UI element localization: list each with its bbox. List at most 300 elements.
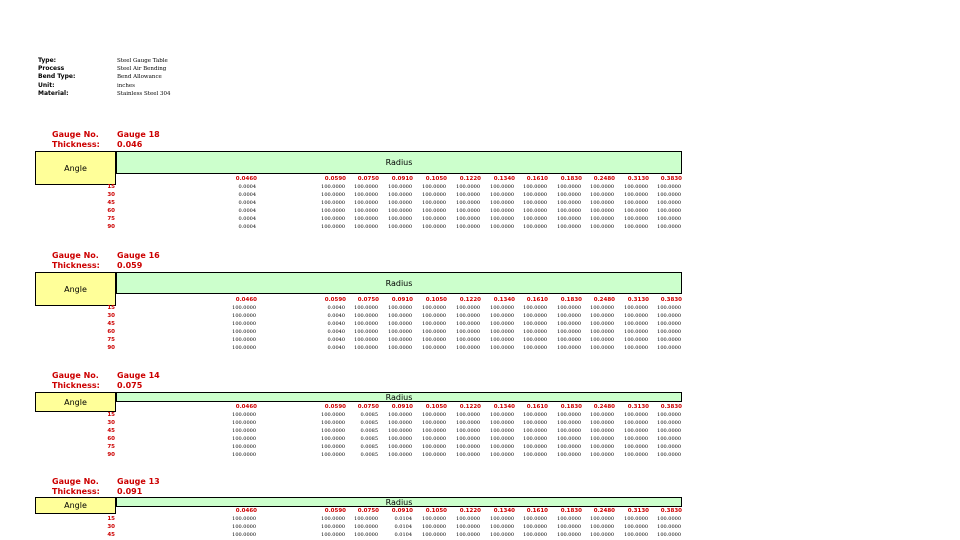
meta-value: Stainless Steel 304 — [117, 90, 171, 97]
table-cell: 100.0000 — [388, 184, 412, 190]
table-cell: 100.0000 — [624, 428, 648, 434]
radius-value: 0.0910 — [391, 176, 413, 182]
gauge-value: Gauge 18 — [117, 130, 160, 139]
table-cell: 100.0000 — [354, 313, 378, 319]
table-cell: 100.0000 — [456, 305, 480, 311]
thickness-label: Thickness: — [52, 487, 100, 496]
table-cell: 100.0000 — [557, 345, 581, 351]
angle-value: 75 — [107, 444, 115, 450]
radius-value: 0.1830 — [560, 297, 582, 303]
table-cell: 100.0000 — [557, 337, 581, 343]
table-cell: 100.0000 — [456, 420, 480, 426]
table-cell: 100.0000 — [422, 337, 446, 343]
radius-value: 0.0750 — [357, 404, 379, 410]
table-cell: 100.0000 — [624, 532, 648, 538]
angle-value: 45 — [107, 428, 115, 434]
table-cell: 100.0000 — [523, 524, 547, 530]
table-cell: 100.0000 — [388, 305, 412, 311]
angle-value: 60 — [107, 329, 115, 335]
meta-key: Process — [38, 65, 65, 73]
table-row — [0, 199, 960, 207]
table-cell: 100.0000 — [490, 516, 514, 522]
angle-value: 90 — [107, 452, 115, 458]
table-cell: 100.0000 — [657, 345, 681, 351]
table-cell: 100.0000 — [557, 184, 581, 190]
radius-header: Radius — [116, 272, 682, 294]
table-cell: 0.0040 — [327, 313, 345, 319]
table-cell: 0.0004 — [238, 184, 256, 190]
table-cell: 0.0040 — [327, 305, 345, 311]
table-cell: 0.0004 — [238, 192, 256, 198]
table-cell: 100.0000 — [354, 524, 378, 530]
table-row — [0, 304, 960, 312]
table-cell: 100.0000 — [321, 436, 345, 442]
table-cell: 100.0000 — [321, 412, 345, 418]
table-cell: 0.0040 — [327, 345, 345, 351]
table-cell: 100.0000 — [657, 313, 681, 319]
table-cell: 100.0000 — [388, 216, 412, 222]
table-cell: 100.0000 — [590, 224, 614, 230]
table-cell: 100.0000 — [557, 452, 581, 458]
radius-value: 0.1610 — [526, 404, 548, 410]
table-cell: 100.0000 — [388, 192, 412, 198]
table-cell: 100.0000 — [321, 516, 345, 522]
table-cell: 100.0000 — [232, 524, 256, 530]
table-cell: 100.0000 — [456, 337, 480, 343]
table-cell: 100.0000 — [490, 224, 514, 230]
table-cell: 100.0000 — [590, 444, 614, 450]
table-cell: 100.0000 — [590, 428, 614, 434]
table-cell: 100.0000 — [354, 532, 378, 538]
table-cell: 100.0000 — [354, 337, 378, 343]
angle-value: 90 — [107, 345, 115, 351]
table-cell: 100.0000 — [624, 313, 648, 319]
table-cell: 100.0000 — [456, 436, 480, 442]
angle-value: 75 — [107, 337, 115, 343]
table-cell: 0.0004 — [238, 216, 256, 222]
radius-value: 0.3830 — [660, 297, 682, 303]
angle-value: 90 — [107, 224, 115, 230]
table-cell: 100.0000 — [523, 345, 547, 351]
table-cell: 100.0000 — [523, 428, 547, 434]
table-cell: 100.0000 — [590, 516, 614, 522]
table-cell: 100.0000 — [557, 532, 581, 538]
table-cell: 100.0000 — [456, 524, 480, 530]
table-cell: 100.0000 — [624, 452, 648, 458]
table-cell: 100.0000 — [523, 305, 547, 311]
radius-value: 0.0910 — [391, 404, 413, 410]
angle-value: 15 — [107, 184, 115, 190]
table-cell: 100.0000 — [422, 208, 446, 214]
table-cell: 100.0000 — [388, 345, 412, 351]
table-cell: 100.0000 — [232, 337, 256, 343]
table-cell: 100.0000 — [624, 305, 648, 311]
table-cell: 100.0000 — [232, 321, 256, 327]
table-row — [0, 312, 960, 320]
radius-value: 0.2480 — [593, 297, 615, 303]
table-cell: 100.0000 — [232, 313, 256, 319]
radius-values-row — [0, 507, 960, 515]
angle-header: Angle — [35, 151, 116, 185]
table-cell: 100.0000 — [422, 412, 446, 418]
radius-value: 0.3130 — [627, 176, 649, 182]
angle-value: 45 — [107, 321, 115, 327]
table-cell: 100.0000 — [388, 208, 412, 214]
thickness-label: Thickness: — [52, 140, 100, 149]
table-row — [0, 531, 960, 539]
table-cell: 100.0000 — [321, 452, 345, 458]
table-cell: 100.0000 — [557, 516, 581, 522]
table-cell: 100.0000 — [232, 428, 256, 434]
radius-value: 0.0460 — [235, 297, 257, 303]
table-cell: 100.0000 — [590, 452, 614, 458]
meta-row-process — [38, 65, 170, 73]
table-cell: 100.0000 — [388, 224, 412, 230]
table-cell: 100.0000 — [590, 436, 614, 442]
table-cell: 100.0000 — [624, 524, 648, 530]
radius-value: 0.0590 — [324, 404, 346, 410]
gauge-value: Gauge 13 — [117, 477, 160, 486]
angle-header: Angle — [35, 392, 116, 412]
radius-value: 0.0460 — [235, 176, 257, 182]
angle-value: 45 — [107, 200, 115, 206]
table-cell: 100.0000 — [422, 224, 446, 230]
table-cell: 100.0000 — [590, 412, 614, 418]
radius-value: 0.1610 — [526, 297, 548, 303]
table-cell: 100.0000 — [354, 345, 378, 351]
table-cell: 100.0000 — [232, 516, 256, 522]
table-cell: 100.0000 — [657, 208, 681, 214]
table-cell: 100.0000 — [456, 444, 480, 450]
document-metadata — [38, 57, 170, 98]
table-cell: 100.0000 — [456, 313, 480, 319]
gauge-value: Gauge 14 — [117, 371, 160, 380]
angle-value: 30 — [107, 420, 115, 426]
table-cell: 100.0000 — [422, 516, 446, 522]
table-cell: 100.0000 — [232, 444, 256, 450]
table-cell: 100.0000 — [557, 192, 581, 198]
table-cell: 100.0000 — [456, 412, 480, 418]
table-row — [0, 435, 960, 443]
table-cell: 100.0000 — [354, 329, 378, 335]
table-cell: 0.0004 — [238, 200, 256, 206]
table-cell: 100.0000 — [388, 412, 412, 418]
table-cell: 100.0000 — [321, 420, 345, 426]
meta-row-material — [38, 90, 170, 98]
radius-value: 0.2480 — [593, 176, 615, 182]
thickness-value: 0.059 — [117, 261, 143, 270]
angle-value: 15 — [107, 305, 115, 311]
table-cell: 100.0000 — [523, 192, 547, 198]
radius-value: 0.3130 — [627, 508, 649, 514]
table-cell: 100.0000 — [354, 208, 378, 214]
table-cell: 100.0000 — [557, 321, 581, 327]
table-cell: 100.0000 — [490, 216, 514, 222]
table-cell: 100.0000 — [624, 224, 648, 230]
table-row — [0, 207, 960, 215]
meta-value: Bend Allowance — [117, 74, 162, 81]
table-cell: 100.0000 — [590, 313, 614, 319]
meta-value: inches — [117, 82, 136, 89]
table-cell: 100.0000 — [456, 329, 480, 335]
table-cell: 100.0000 — [321, 524, 345, 530]
radius-value: 0.1340 — [493, 297, 515, 303]
angle-value: 30 — [107, 192, 115, 198]
table-cell: 100.0000 — [490, 345, 514, 351]
table-cell: 100.0000 — [490, 208, 514, 214]
table-cell: 100.0000 — [590, 420, 614, 426]
table-cell: 100.0000 — [523, 444, 547, 450]
table-cell: 100.0000 — [388, 200, 412, 206]
table-cell: 100.0000 — [422, 532, 446, 538]
table-cell: 100.0000 — [232, 345, 256, 351]
table-cell: 100.0000 — [490, 337, 514, 343]
radius-value: 0.3830 — [660, 508, 682, 514]
table-row — [0, 515, 960, 523]
angle-value: 15 — [107, 412, 115, 418]
radius-header: Radius — [116, 392, 682, 402]
gauge-no-label: Gauge No. — [52, 371, 99, 380]
table-cell: 100.0000 — [657, 412, 681, 418]
table-cell: 100.0000 — [523, 200, 547, 206]
table-cell: 100.0000 — [624, 345, 648, 351]
radius-value: 0.0910 — [391, 297, 413, 303]
table-cell: 100.0000 — [657, 428, 681, 434]
angle-value: 30 — [107, 524, 115, 530]
radius-value: 0.0910 — [391, 508, 413, 514]
table-cell: 100.0000 — [422, 452, 446, 458]
table-cell: 100.0000 — [422, 305, 446, 311]
radius-value: 0.0590 — [324, 297, 346, 303]
table-cell: 100.0000 — [590, 216, 614, 222]
table-cell: 100.0000 — [321, 184, 345, 190]
table-cell: 100.0000 — [456, 192, 480, 198]
table-cell: 100.0000 — [388, 329, 412, 335]
table-cell: 100.0000 — [657, 337, 681, 343]
table-cell: 100.0000 — [456, 200, 480, 206]
radius-value: 0.1050 — [425, 404, 447, 410]
table-cell: 100.0000 — [321, 216, 345, 222]
table-cell: 100.0000 — [557, 524, 581, 530]
table-cell: 100.0000 — [456, 428, 480, 434]
table-cell: 100.0000 — [624, 216, 648, 222]
thickness-value: 0.091 — [117, 487, 143, 496]
meta-row-unit — [38, 82, 170, 90]
table-cell: 100.0000 — [422, 345, 446, 351]
table-cell: 100.0000 — [490, 329, 514, 335]
radius-value: 0.1050 — [425, 508, 447, 514]
table-row — [0, 336, 960, 344]
table-cell: 100.0000 — [490, 412, 514, 418]
table-cell: 100.0000 — [422, 192, 446, 198]
gauge-no-label: Gauge No. — [52, 130, 99, 139]
table-cell: 0.0085 — [360, 412, 378, 418]
radius-value: 0.0750 — [357, 297, 379, 303]
table-cell: 100.0000 — [232, 329, 256, 335]
table-row — [0, 191, 960, 199]
angle-value: 60 — [107, 436, 115, 442]
table-cell: 100.0000 — [590, 329, 614, 335]
table-row — [0, 427, 960, 435]
table-cell: 100.0000 — [523, 516, 547, 522]
table-cell: 100.0000 — [422, 200, 446, 206]
radius-value: 0.0460 — [235, 508, 257, 514]
angle-value: 30 — [107, 313, 115, 319]
table-cell: 100.0000 — [354, 216, 378, 222]
table-cell: 100.0000 — [354, 224, 378, 230]
table-cell: 100.0000 — [657, 516, 681, 522]
table-cell: 100.0000 — [354, 184, 378, 190]
table-cell: 100.0000 — [557, 216, 581, 222]
table-cell: 100.0000 — [590, 524, 614, 530]
table-cell: 0.0085 — [360, 428, 378, 434]
table-row — [0, 443, 960, 451]
table-row — [0, 451, 960, 459]
table-cell: 100.0000 — [422, 436, 446, 442]
table-cell: 100.0000 — [490, 444, 514, 450]
table-cell: 100.0000 — [557, 200, 581, 206]
table-cell: 100.0000 — [490, 452, 514, 458]
table-cell: 100.0000 — [624, 436, 648, 442]
table-cell: 0.0004 — [238, 224, 256, 230]
table-cell: 100.0000 — [388, 313, 412, 319]
table-cell: 100.0000 — [388, 428, 412, 434]
meta-row-type — [38, 57, 170, 65]
table-cell: 100.0000 — [590, 345, 614, 351]
table-cell: 100.0000 — [624, 444, 648, 450]
meta-value: Steel Air Bending — [117, 66, 167, 73]
table-cell: 0.0085 — [360, 452, 378, 458]
radius-value: 0.1340 — [493, 508, 515, 514]
table-cell: 100.0000 — [657, 216, 681, 222]
table-cell: 100.0000 — [557, 208, 581, 214]
radius-value: 0.1340 — [493, 176, 515, 182]
table-cell: 100.0000 — [523, 321, 547, 327]
table-cell: 100.0000 — [456, 452, 480, 458]
table-cell: 100.0000 — [388, 337, 412, 343]
table-cell: 100.0000 — [456, 532, 480, 538]
table-cell: 100.0000 — [490, 420, 514, 426]
table-cell: 100.0000 — [590, 337, 614, 343]
table-cell: 100.0000 — [490, 436, 514, 442]
angle-value: 45 — [107, 532, 115, 538]
table-cell: 100.0000 — [657, 420, 681, 426]
table-cell: 100.0000 — [456, 321, 480, 327]
table-cell: 100.0000 — [232, 436, 256, 442]
table-cell: 100.0000 — [657, 184, 681, 190]
radius-value: 0.1830 — [560, 176, 582, 182]
table-cell: 100.0000 — [321, 192, 345, 198]
table-cell: 0.0104 — [394, 524, 412, 530]
meta-value: Steel Gauge Table — [117, 58, 168, 64]
table-cell: 100.0000 — [523, 420, 547, 426]
table-cell: 100.0000 — [422, 184, 446, 190]
meta-row-bend-type — [38, 73, 170, 81]
table-cell: 100.0000 — [557, 313, 581, 319]
table-cell: 100.0000 — [657, 452, 681, 458]
radius-value: 0.3830 — [660, 404, 682, 410]
table-cell: 100.0000 — [490, 200, 514, 206]
radius-value: 0.1220 — [459, 297, 481, 303]
table-cell: 100.0000 — [456, 224, 480, 230]
table-cell: 100.0000 — [557, 224, 581, 230]
table-cell: 0.0085 — [360, 436, 378, 442]
table-cell: 100.0000 — [657, 444, 681, 450]
table-cell: 100.0000 — [523, 412, 547, 418]
table-cell: 100.0000 — [523, 208, 547, 214]
table-cell: 100.0000 — [557, 436, 581, 442]
gauge-value: Gauge 16 — [117, 251, 160, 260]
table-row — [0, 523, 960, 531]
table-cell: 100.0000 — [624, 192, 648, 198]
radius-value: 0.0590 — [324, 508, 346, 514]
radius-value: 0.2480 — [593, 404, 615, 410]
table-cell: 100.0000 — [590, 321, 614, 327]
table-cell: 100.0000 — [557, 420, 581, 426]
table-row — [0, 320, 960, 328]
radius-value: 0.1220 — [459, 176, 481, 182]
table-cell: 100.0000 — [590, 305, 614, 311]
table-cell: 100.0000 — [321, 208, 345, 214]
thickness-value: 0.075 — [117, 381, 143, 390]
table-cell: 100.0000 — [232, 412, 256, 418]
radius-value: 0.1050 — [425, 297, 447, 303]
table-cell: 0.0004 — [238, 208, 256, 214]
table-row — [0, 183, 960, 191]
meta-key: Material: — [38, 89, 69, 97]
table-cell: 100.0000 — [354, 321, 378, 327]
radius-value: 0.1340 — [493, 404, 515, 410]
radius-value: 0.3130 — [627, 404, 649, 410]
table-cell: 100.0000 — [624, 329, 648, 335]
angle-value: 60 — [107, 208, 115, 214]
radius-value: 0.2480 — [593, 508, 615, 514]
table-cell: 100.0000 — [523, 184, 547, 190]
table-cell: 100.0000 — [624, 420, 648, 426]
table-cell: 100.0000 — [657, 321, 681, 327]
meta-key: Type: — [38, 57, 57, 64]
table-cell: 100.0000 — [388, 452, 412, 458]
table-cell: 100.0000 — [422, 216, 446, 222]
gauge-no-label: Gauge No. — [52, 251, 99, 260]
table-cell: 100.0000 — [422, 420, 446, 426]
table-cell: 100.0000 — [590, 200, 614, 206]
table-cell: 100.0000 — [422, 313, 446, 319]
table-cell: 100.0000 — [490, 524, 514, 530]
table-cell: 100.0000 — [232, 420, 256, 426]
table-cell: 100.0000 — [624, 516, 648, 522]
table-cell: 100.0000 — [624, 412, 648, 418]
gauge-no-label: Gauge No. — [52, 477, 99, 486]
table-cell: 100.0000 — [657, 524, 681, 530]
angle-value: 75 — [107, 216, 115, 222]
table-cell: 100.0000 — [523, 337, 547, 343]
table-cell: 100.0000 — [422, 329, 446, 335]
table-row — [0, 419, 960, 427]
table-cell: 100.0000 — [557, 428, 581, 434]
table-cell: 100.0000 — [321, 444, 345, 450]
table-row — [0, 223, 960, 231]
table-cell: 100.0000 — [657, 200, 681, 206]
table-cell: 100.0000 — [490, 532, 514, 538]
meta-key: Unit: — [38, 81, 55, 89]
table-cell: 100.0000 — [354, 192, 378, 198]
table-cell: 100.0000 — [490, 321, 514, 327]
table-cell: 100.0000 — [523, 224, 547, 230]
radius-values-row — [0, 403, 960, 411]
table-cell: 100.0000 — [557, 444, 581, 450]
table-cell: 100.0000 — [388, 420, 412, 426]
